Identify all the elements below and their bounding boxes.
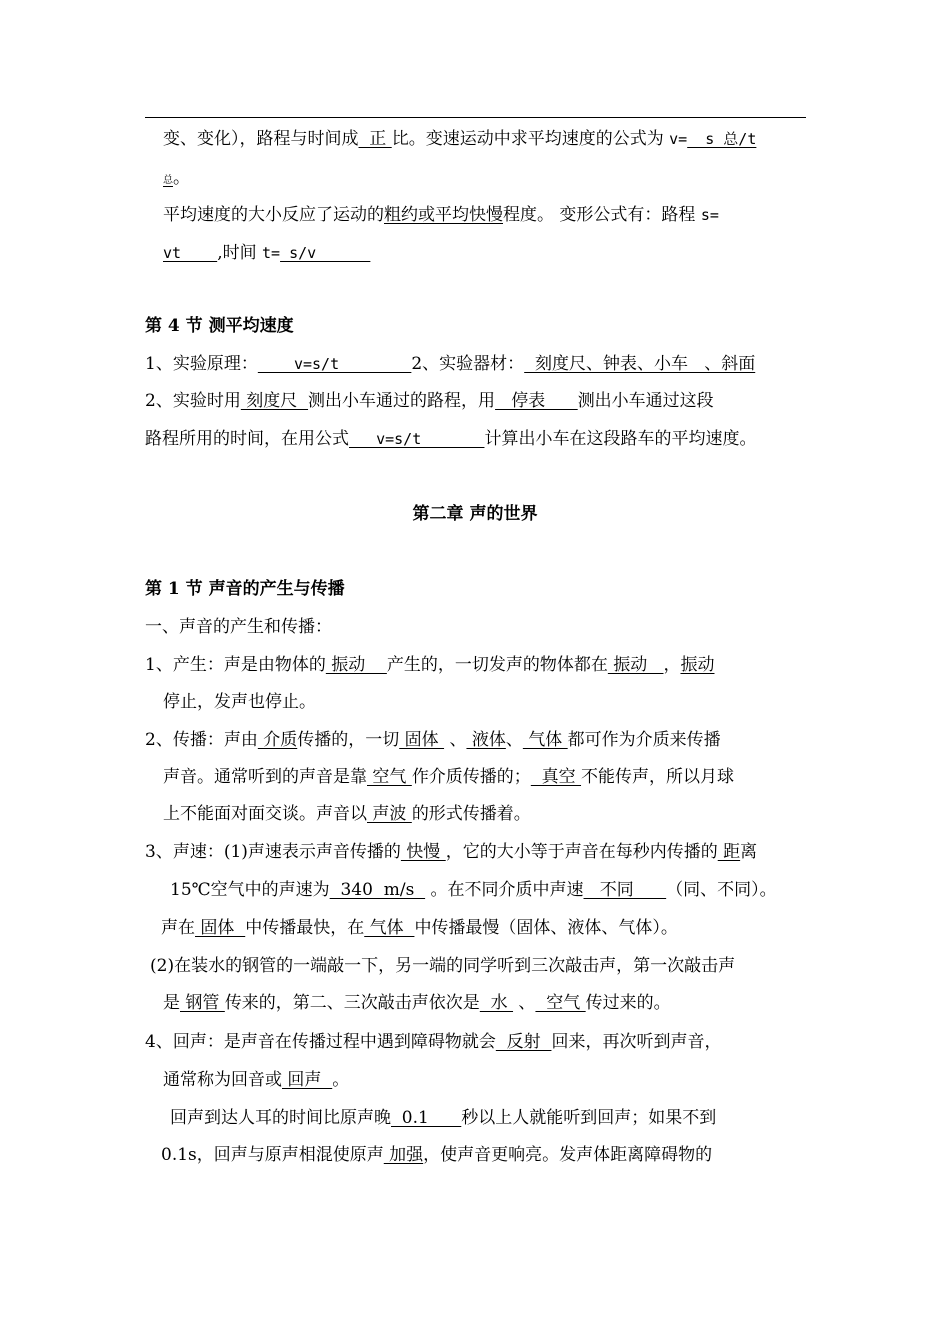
text: 不能传声，所以月球 — [581, 767, 735, 787]
text: 。在不同介质中声速 — [425, 880, 584, 900]
text: 都可作为介质来传播 — [567, 730, 721, 750]
text: 程度。 变形公式有：路程 — [503, 205, 701, 225]
text: 1、实验原理： — [145, 354, 258, 374]
text: （同、不同）。 — [666, 880, 777, 900]
blank-answer: 加强 — [383, 1145, 424, 1165]
text-line — [145, 729, 721, 751]
text-line — [145, 654, 714, 676]
text-line — [163, 1069, 349, 1091]
blank-answer: 刻度尺 — [240, 391, 309, 411]
text-line — [163, 128, 756, 150]
text: 的形式传播着。 — [411, 804, 531, 824]
text-line — [163, 167, 190, 192]
blank-answer: 刻度尺、钟表、小车 、斜面 — [524, 354, 756, 374]
blank-answer: 振动 — [325, 655, 387, 675]
text: 是 — [163, 993, 180, 1013]
text: 比。变速运动中求平均速度的公式为 — [391, 129, 670, 149]
blank-answer: 固体 — [399, 730, 445, 750]
text: ，它的大小等于声音在每秒内传播的 — [445, 842, 718, 862]
blank-answer: 粗约或平均快慢 — [384, 205, 503, 225]
blank-answer: 钢管 — [180, 993, 225, 1013]
blank-answer: 0.1 — [391, 1108, 462, 1128]
blank-answer: 气体 — [522, 730, 568, 750]
blank-answer: 340 m/s — [329, 880, 426, 900]
formula: t= — [262, 244, 281, 262]
blank-answer: 总 — [163, 175, 173, 186]
text: ，使声音更响亮。发声体距离障碍物的 — [423, 1145, 713, 1165]
text: 2、传播：声由 — [145, 730, 258, 750]
blank-answer: 停表 — [495, 391, 578, 411]
text: ,时间 — [217, 243, 262, 263]
subheading: 一、声音的产生和传播： — [145, 617, 332, 637]
blank-answer: 振动 — [680, 655, 715, 675]
text: 15℃空气中的声速为 — [170, 880, 330, 900]
text: 。 — [173, 168, 190, 188]
text: 0.1s，回声与原声相混使原声 — [161, 1145, 384, 1165]
blank-answer: 液体 — [466, 730, 506, 750]
text: 声在 — [161, 918, 195, 938]
text: 3、声速：(1)声速表示声音传播的 — [145, 842, 401, 862]
blank-answer: 回声 — [282, 1070, 333, 1090]
text-line: 停止，发声也停止。 — [163, 692, 316, 712]
text-line — [170, 879, 777, 901]
text: 测出小车通过的路程，用 — [308, 391, 496, 411]
text: 传过来的。 — [585, 993, 671, 1013]
blank-answer: 真空 — [530, 767, 582, 787]
blank-answer: 振动 — [607, 655, 664, 675]
text: 产生的，一切发声的物体都在 — [386, 655, 608, 675]
text-line — [145, 353, 755, 375]
text: 路程所用的时间，在用公式 — [145, 429, 349, 449]
text: 中传播最慢（固体、液体、气体）。 — [414, 918, 678, 938]
text: 测出小车通过这段 — [577, 391, 714, 411]
blank-answer: s 总/t — [687, 130, 757, 148]
text: 2、实验器材： — [411, 354, 525, 374]
text: 通常称为回音或 — [163, 1070, 282, 1090]
blank-answer: 不同 — [583, 880, 667, 900]
blank-answer: 介质 — [257, 730, 298, 750]
text: 变、变化），路程与时间成 — [163, 129, 359, 149]
blank-answer: 声波 — [367, 804, 412, 824]
blank-answer: s/v — [280, 244, 371, 262]
text: 、 — [513, 993, 536, 1013]
text: 2、实验时用 — [145, 391, 241, 411]
blank-answer: 气体 — [364, 918, 415, 938]
chapter-title: 第二章 声的世界 — [412, 504, 538, 524]
text: 传来的，第二、三次敲击声依次是 — [224, 993, 480, 1013]
text: 1、产生：声是由物体的 — [145, 655, 326, 675]
blank-answer: v=s/t — [349, 430, 485, 448]
text: 上不能面对面交谈。声音以 — [163, 804, 367, 824]
text: 4、回声：是声音在传播过程中遇到障碍物就会 — [145, 1032, 496, 1052]
blank-answer: 正 — [358, 129, 392, 149]
text: 传播的，一切 — [297, 730, 400, 750]
blank-answer: 反射 — [495, 1032, 552, 1052]
text-line — [163, 204, 719, 226]
text: 平均速度的大小反应了运动的 — [163, 205, 384, 225]
text-line — [163, 803, 531, 825]
text: 中传播最快，在 — [245, 918, 365, 938]
text: 声音。通常听到的声音是靠 — [163, 767, 367, 787]
blank-answer: 水 — [479, 993, 514, 1013]
text: 离 — [740, 842, 758, 862]
text: 、 — [505, 730, 523, 750]
formula: v= — [669, 130, 688, 148]
text-line — [163, 766, 734, 788]
formula: s= — [700, 206, 719, 224]
text: 计算出小车在这段路车的平均速度。 — [484, 429, 757, 449]
text-line — [145, 428, 756, 450]
blank-answer: 固体 — [195, 918, 246, 938]
text-line — [163, 242, 370, 264]
text: 秒以上人就能听到回声；如果不到 — [461, 1108, 717, 1128]
blank-answer: 空气 — [367, 767, 412, 787]
text: 作介质传播的； — [411, 767, 531, 787]
text: 回来，再次听到声音， — [551, 1032, 722, 1052]
blank-answer: v=s/t — [257, 355, 412, 373]
section-heading: 第 1 节 声音的产生与传播 — [145, 579, 345, 599]
text-line: (2)在装水的钢管的一端敲一下，另一端的同学听到三次敲击声，第一次敲击声 — [150, 956, 736, 976]
blank-answer: vt — [163, 244, 218, 262]
text: 。 — [332, 1070, 350, 1090]
text: ， — [663, 655, 681, 675]
text-line — [145, 390, 714, 412]
blank-answer: 快慢 — [400, 842, 446, 862]
section-heading: 第 4 节 测平均速度 — [145, 316, 294, 336]
header-rule — [145, 117, 806, 118]
text-line — [145, 841, 757, 863]
text-line — [170, 1107, 716, 1129]
blank-answer: 距 — [717, 842, 741, 862]
text-line — [161, 917, 678, 939]
text-line — [163, 992, 671, 1014]
text: 回声到达人耳的时间比原声晚 — [170, 1108, 391, 1128]
text: 、 — [444, 730, 467, 750]
blank-answer: 空气 — [535, 993, 586, 1013]
text-line — [145, 1031, 721, 1053]
text-line — [161, 1144, 712, 1166]
